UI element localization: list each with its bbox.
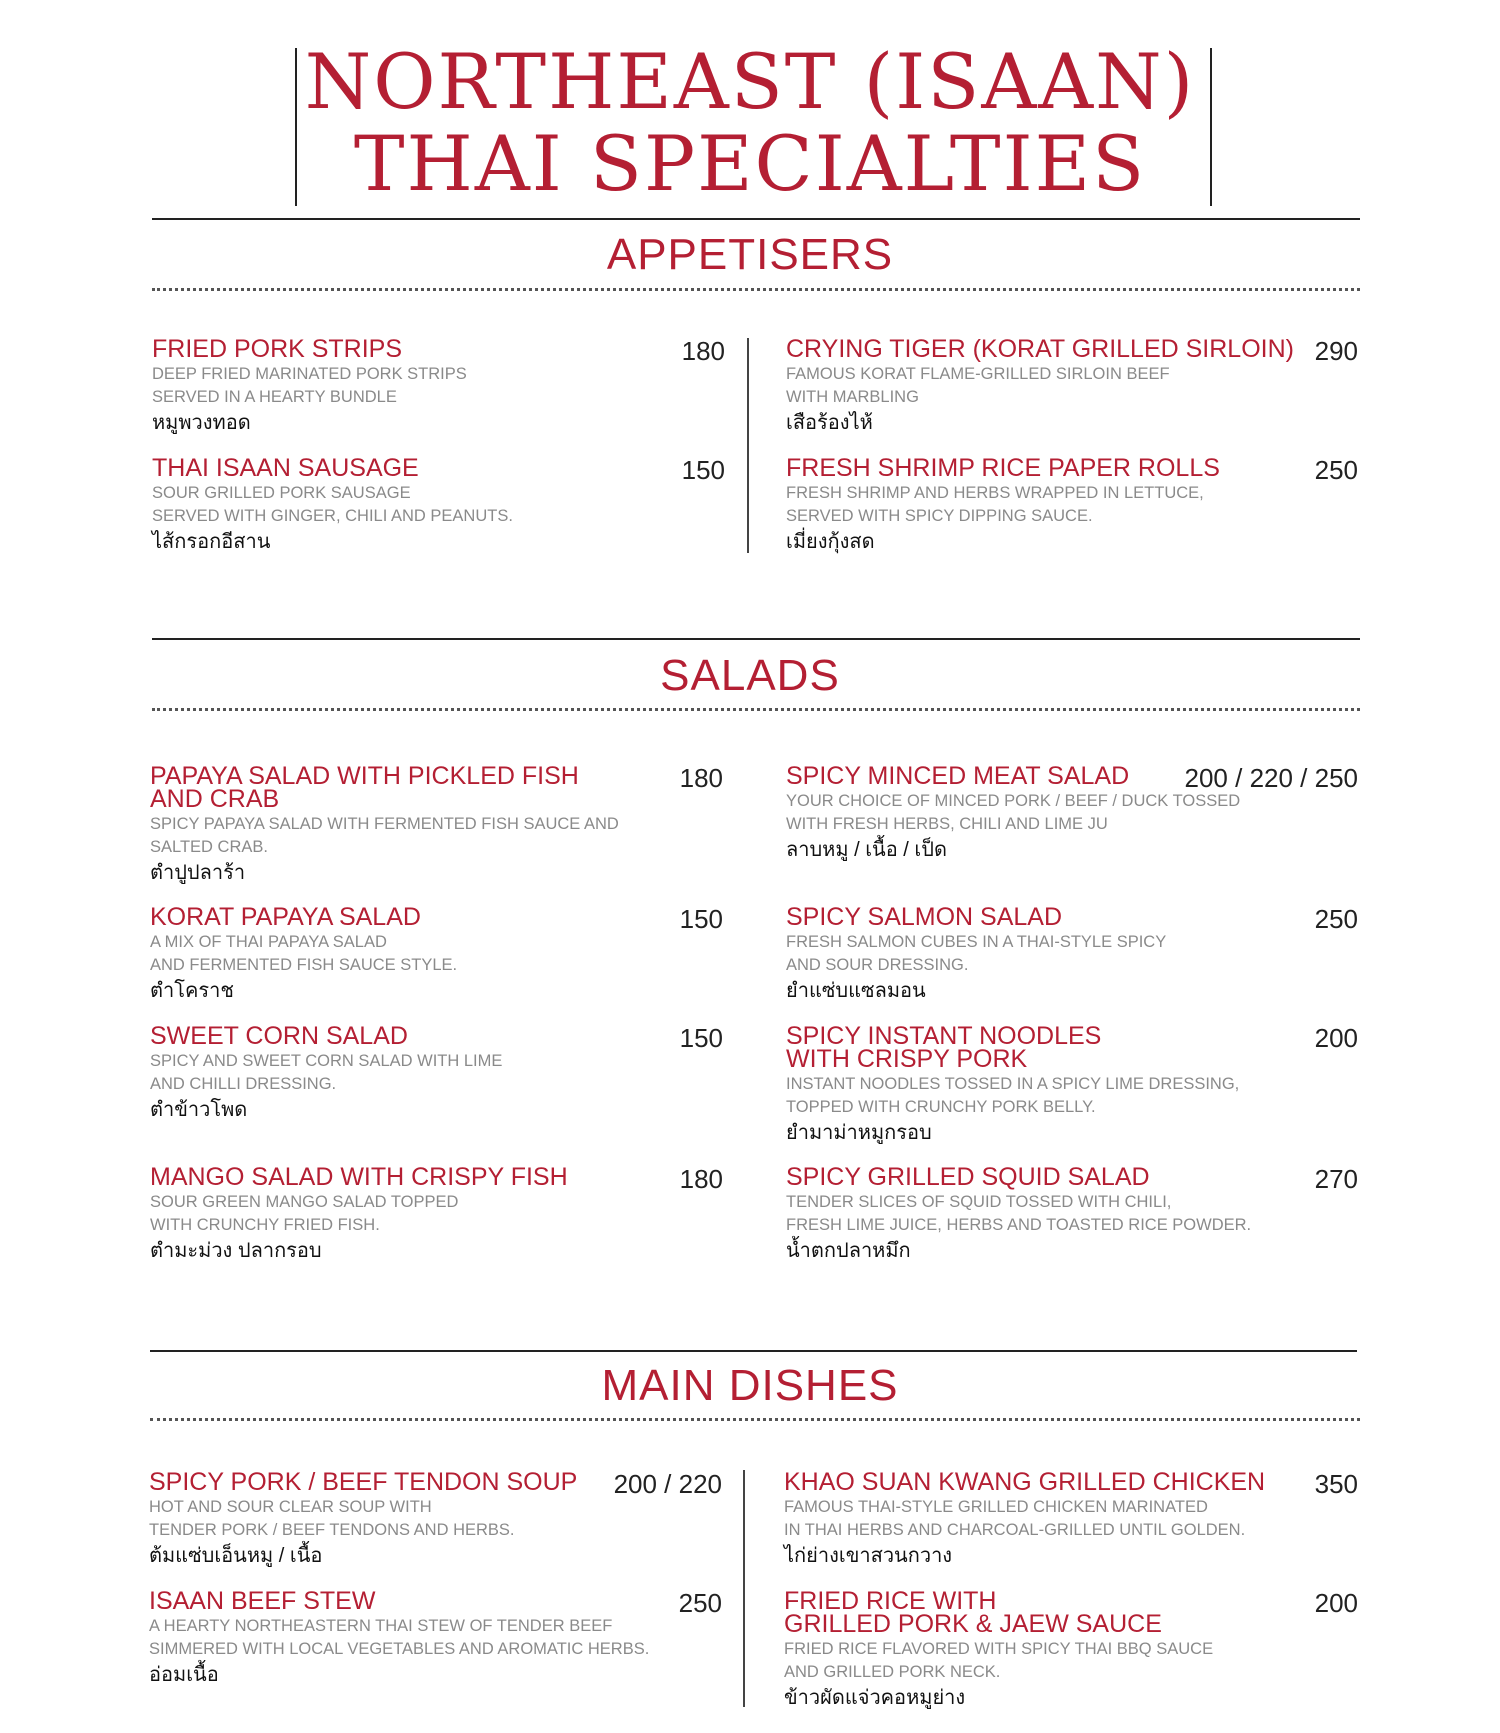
menu-item <box>150 762 725 886</box>
item-description: TENDER SLICES OF SQUID TOSSED WITH CHILI, FRESH LIME JUICE, HERBS AND TOASTED RICE POWDER. <box>786 1193 1252 1234</box>
menu-item <box>149 1587 722 1688</box>
item-description: FRIED RICE FLAVORED WITH SPICY THAI BBQ SAUCE AND GRILLED PORK NECK. <box>784 1640 1214 1681</box>
item-description: HOT AND SOUR CLEAR SOUP WITH TENDER PORK / BEEF TENDONS AND HERBS. <box>149 1498 515 1539</box>
menu-item <box>150 1022 725 1123</box>
item-name: PAPAYA SALAD WITH PICKLED FISH AND CRAB <box>150 762 579 813</box>
item-price: 180 <box>679 763 723 793</box>
item-thai-name: ตำมะม่วง ปลากรอบ <box>150 1240 322 1262</box>
item-price: 200 / 220 <box>613 1469 722 1499</box>
item-thai-name: ต้มแซ่บเอ็นหมู / เนื้อ <box>149 1545 323 1567</box>
item-price: 200 / 220 / 250 <box>1184 763 1358 793</box>
item-price: 350 <box>1314 1469 1358 1499</box>
item-thai-name: เสือร้องไห้ <box>786 412 873 434</box>
menu-item <box>784 1468 1358 1569</box>
column-divider <box>747 338 749 553</box>
item-thai-name: เมี่ยงกุ้งสด <box>786 531 875 553</box>
item-thai-name: ยำแซ่บแซลมอน <box>786 980 926 1002</box>
item-description: YOUR CHOICE OF MINCED PORK / BEEF / DUCK TOSSED WITH FRESH HERBS, CHILI AND LIME JU <box>786 792 1241 833</box>
section-rule <box>152 218 1360 220</box>
menu-item <box>786 335 1360 436</box>
item-name: THAI ISAAN SAUSAGE <box>152 454 419 482</box>
item-thai-name: ไก่ย่างเขาสวนกวาง <box>784 1545 953 1567</box>
menu-item <box>152 335 727 436</box>
item-thai-name: ข้าวผัดแจ่วคอหมูย่าง <box>784 1687 966 1709</box>
item-price: 250 <box>1314 455 1358 485</box>
item-thai-name: ตำโคราช <box>150 980 234 1002</box>
item-name: KHAO SUAN KWANG GRILLED CHICKEN <box>784 1468 1266 1496</box>
dotted-divider <box>150 1418 1360 1421</box>
item-price: 250 <box>1314 904 1358 934</box>
section-title-appetisers: APPETISERS <box>606 230 894 279</box>
item-description: FAMOUS KORAT FLAME-GRILLED SIRLOIN BEEF WITH MARBLING <box>786 365 1170 406</box>
item-thai-name: ไส้กรอกอีสาน <box>152 531 271 553</box>
item-thai-name: ลาบหมู / เนื้อ / เป็ด <box>786 839 947 861</box>
item-price: 150 <box>679 1023 723 1053</box>
menu-item <box>149 1468 722 1569</box>
menu-item <box>786 454 1360 555</box>
menu-item <box>786 762 1360 863</box>
menu-item <box>152 454 727 555</box>
menu-title-line-2: THAI SPECIALTIES <box>353 119 1147 208</box>
item-name: CRYING TIGER (KORAT GRILLED SIRLOIN) <box>786 335 1294 363</box>
item-description: DEEP FRIED MARINATED PORK STRIPS SERVED IN A HEARTY BUNDLE <box>152 365 467 406</box>
item-thai-name: หมูพวงทอด <box>152 412 251 434</box>
column-divider <box>743 1470 745 1707</box>
item-name: SPICY INSTANT NOODLES WITH CRISPY PORK <box>786 1022 1102 1073</box>
section-title-main-dishes: MAIN DISHES <box>601 1361 899 1410</box>
item-description: A HEARTY NORTHEASTERN THAI STEW OF TENDER BEEF SIMMERED WITH LOCAL VEGETABLES AND AROMATIC HERBS. <box>149 1617 650 1658</box>
item-name: FRESH SHRIMP RICE PAPER ROLLS <box>786 454 1220 482</box>
item-name: MANGO SALAD WITH CRISPY FISH <box>150 1163 568 1191</box>
menu-item <box>150 903 725 1004</box>
item-name: SPICY MINCED MEAT SALAD <box>786 762 1130 790</box>
item-name: SPICY PORK / BEEF TENDON SOUP <box>149 1468 578 1496</box>
item-description: FRESH SHRIMP AND HERBS WRAPPED IN LETTUCE, SERVED WITH SPICY DIPPING SAUCE. <box>786 484 1204 525</box>
item-price: 180 <box>681 336 725 366</box>
menu-title-line-1: NORTHEAST (ISAAN) <box>304 37 1196 126</box>
section-rule <box>150 1350 1357 1352</box>
menu-item <box>786 903 1360 1004</box>
item-description: FRESH SALMON CUBES IN A THAI-STYLE SPICY AND SOUR DRESSING. <box>786 933 1167 974</box>
item-price: 150 <box>681 455 725 485</box>
item-name: SPICY GRILLED SQUID SALAD <box>786 1163 1150 1191</box>
item-description: A MIX OF THAI PAPAYA SALAD AND FERMENTED FISH SAUCE STYLE. <box>150 933 458 974</box>
item-thai-name: น้ำตกปลาหมึก <box>786 1240 911 1262</box>
menu-item <box>786 1163 1360 1264</box>
menu-item <box>784 1587 1358 1711</box>
item-description: FAMOUS THAI-STYLE GRILLED CHICKEN MARINATED IN THAI HERBS AND CHARCOAL-GRILLED UNTIL GOLDEN. <box>784 1498 1246 1539</box>
item-name: ISAAN BEEF STEW <box>149 1587 376 1615</box>
item-description: SPICY PAPAYA SALAD WITH FERMENTED FISH SAUCE AND SALTED CRAB. <box>150 815 619 856</box>
item-price: 200 <box>1314 1588 1358 1618</box>
item-thai-name: อ่อมเนื้อ <box>149 1664 219 1686</box>
item-description: INSTANT NOODLES TOSSED IN A SPICY LIME DRESSING, TOPPED WITH CRUNCHY PORK BELLY. <box>786 1075 1240 1116</box>
item-name: SPICY SALMON SALAD <box>786 903 1063 931</box>
dotted-divider <box>152 288 1360 291</box>
item-price: 180 <box>679 1164 723 1194</box>
section-rule <box>152 638 1360 640</box>
menu-item <box>150 1163 725 1264</box>
item-name: FRIED PORK STRIPS <box>152 335 403 363</box>
item-thai-name: ตำปูปลาร้า <box>150 862 246 884</box>
item-price: 290 <box>1314 336 1358 366</box>
menu-header <box>0 37 1500 210</box>
item-description: SPICY AND SWEET CORN SALAD WITH LIME AND CHILLI DRESSING. <box>150 1052 503 1093</box>
item-price: 150 <box>679 904 723 934</box>
item-price: 250 <box>678 1588 722 1618</box>
item-description: SOUR GREEN MANGO SALAD TOPPED WITH CRUNCHY FRIED FISH. <box>150 1193 459 1234</box>
item-name: FRIED RICE WITH GRILLED PORK & JAEW SAUCE <box>784 1587 1162 1638</box>
section-title-salads: SALADS <box>660 651 840 700</box>
menu-item <box>786 1022 1360 1146</box>
dotted-divider <box>152 708 1360 711</box>
item-description: SOUR GRILLED PORK SAUSAGE SERVED WITH GINGER, CHILI AND PEANUTS. <box>152 484 513 525</box>
item-thai-name: ยำมาม่าหมูกรอบ <box>786 1122 932 1144</box>
item-price: 270 <box>1314 1164 1358 1194</box>
item-thai-name: ตำข้าวโพด <box>150 1099 248 1121</box>
item-name: KORAT PAPAYA SALAD <box>150 903 421 931</box>
item-price: 200 <box>1314 1023 1358 1053</box>
item-name: SWEET CORN SALAD <box>150 1022 408 1050</box>
